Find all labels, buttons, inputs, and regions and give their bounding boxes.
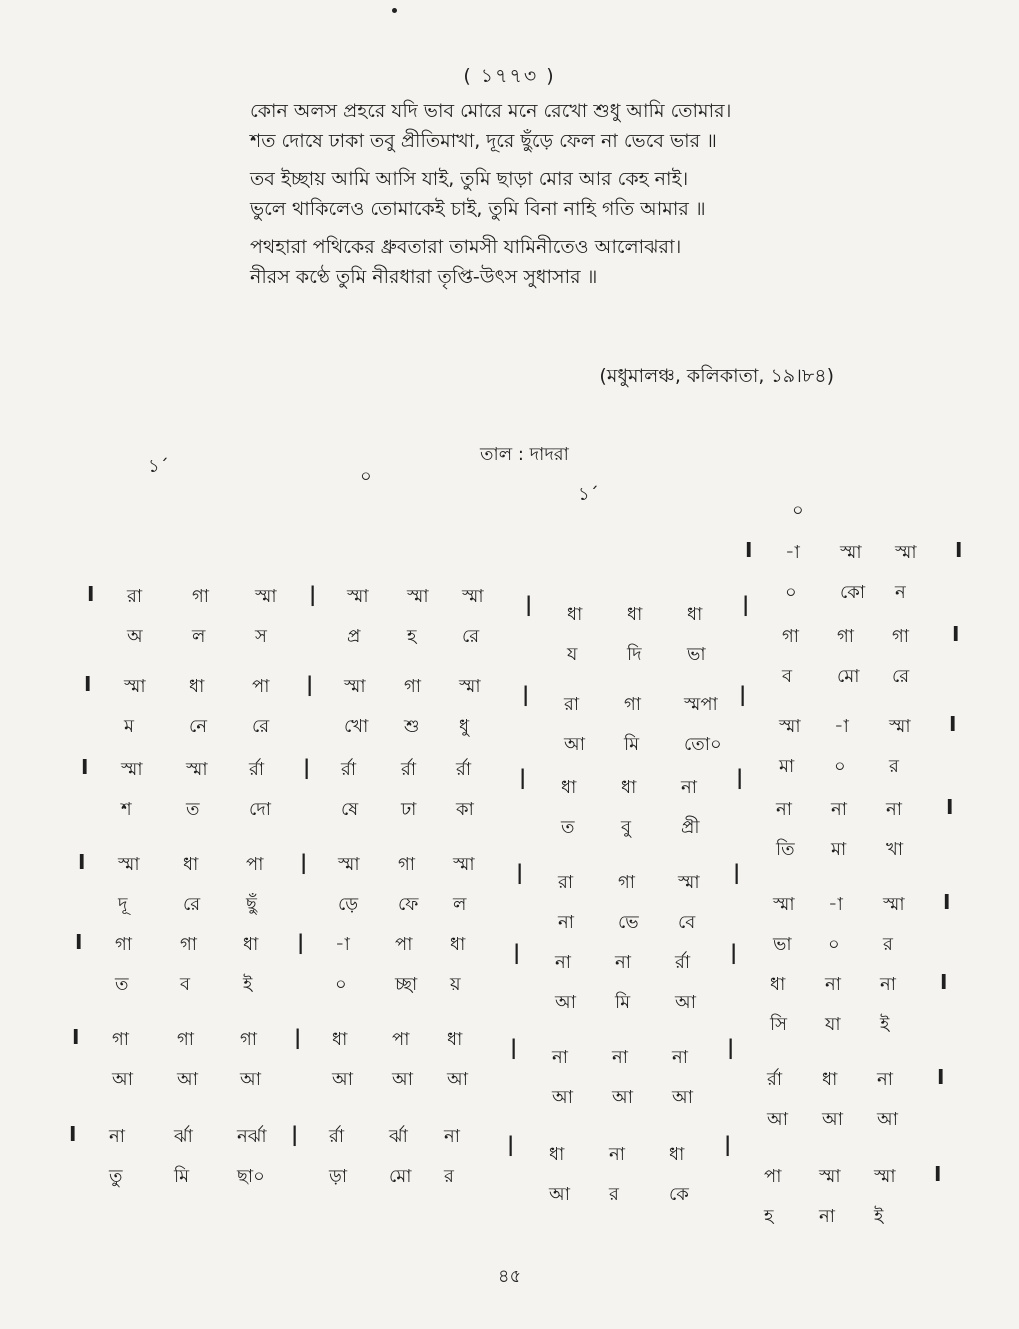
bar-line: | bbox=[739, 682, 747, 706]
swara-note: স্মা bbox=[118, 854, 140, 875]
swara-note: স্মা bbox=[462, 586, 484, 607]
bol-syllable: শ bbox=[121, 799, 132, 820]
swara-note: স্মা bbox=[773, 894, 795, 915]
bol-syllable: আ bbox=[564, 734, 585, 755]
poem-line: তব ইচ্ছায় আমি আসি যাই, তুমি ছাড়া মোর আর কেহ নাই। bbox=[250, 168, 689, 190]
bol-syllable: তি bbox=[776, 839, 795, 860]
bol-syllable: না bbox=[558, 912, 574, 933]
bol-syllable: প্রী bbox=[681, 817, 700, 838]
bol-syllable: নে bbox=[189, 716, 208, 737]
poem-line: কোন অলস প্রহরে যদি ভাব মোরে মনে রেখো শুধু আমি তোমার। bbox=[250, 100, 732, 122]
bol-syllable: কা bbox=[456, 799, 474, 820]
bol-syllable: মি bbox=[624, 734, 640, 755]
bol-syllable: হ bbox=[407, 626, 417, 647]
swara-note: স্মা bbox=[124, 676, 146, 697]
swara-note: ধা bbox=[669, 1144, 685, 1165]
swara-note: র্রা bbox=[249, 759, 265, 780]
bol-syllable: ব bbox=[782, 666, 793, 687]
swara-note: -া bbox=[335, 934, 350, 955]
swara-note: পা bbox=[392, 1029, 410, 1050]
swara-note: গা bbox=[404, 676, 422, 697]
bar-line: | bbox=[733, 860, 741, 884]
bol-syllable: র bbox=[883, 934, 893, 955]
swara-note: র্রা bbox=[675, 952, 691, 973]
bar-line: | bbox=[519, 765, 527, 789]
swara-note: না bbox=[109, 1126, 125, 1147]
bol-syllable: না bbox=[819, 1206, 835, 1227]
swara-note: গা bbox=[180, 934, 198, 955]
bol-syllable: মি bbox=[174, 1166, 190, 1187]
swara-note: ধা bbox=[822, 1069, 838, 1090]
bar-line: I bbox=[937, 1065, 945, 1089]
bol-syllable: ০ bbox=[335, 974, 347, 995]
swara-note: স্মা bbox=[344, 676, 366, 697]
sam-mark: ১´ bbox=[578, 484, 599, 505]
bol-syllable: মো bbox=[837, 666, 860, 687]
bar-line: | bbox=[730, 940, 738, 964]
swara-note: না bbox=[831, 799, 847, 820]
bar-line: | bbox=[736, 765, 744, 789]
bar-line: | bbox=[297, 930, 305, 954]
bol-syllable: মি bbox=[615, 992, 631, 1013]
swara-note: না bbox=[672, 1047, 688, 1068]
bar-line: | bbox=[522, 682, 530, 706]
bol-syllable: আ bbox=[877, 1109, 898, 1130]
bol-syllable: ড়া bbox=[329, 1166, 348, 1187]
bol-syllable: র bbox=[889, 756, 899, 777]
bol-syllable: আ bbox=[392, 1069, 413, 1090]
swara-note: না bbox=[825, 974, 841, 995]
bol-syllable: কো bbox=[840, 582, 866, 603]
bol-syllable: তু bbox=[109, 1166, 123, 1187]
swara-note: গা bbox=[177, 1029, 195, 1050]
bar-line: I bbox=[943, 890, 951, 914]
swara-note: স্মা bbox=[347, 586, 369, 607]
bol-syllable: ছা০ bbox=[237, 1166, 265, 1187]
bol-syllable: আ bbox=[447, 1069, 468, 1090]
swara-note: গা bbox=[892, 626, 910, 647]
swara-note: গা bbox=[192, 586, 210, 607]
bar-line: | bbox=[516, 860, 524, 884]
bar-line: I bbox=[84, 672, 92, 696]
bol-syllable: ই bbox=[880, 1014, 890, 1035]
swara-note: র্রা bbox=[341, 759, 357, 780]
swara-note: নর্ঝা bbox=[237, 1126, 267, 1147]
poem-line: পথহারা পথিকের ধ্রুবতারা তামসী যামিনীতেও আলোঝরা। bbox=[250, 236, 682, 258]
bol-syllable: দো bbox=[249, 799, 271, 820]
bol-syllable: আ bbox=[672, 1087, 693, 1108]
swara-note: ধা bbox=[561, 777, 577, 798]
bar-line: | bbox=[507, 1132, 515, 1156]
bar-line: | bbox=[727, 1035, 735, 1059]
bol-syllable: বে bbox=[678, 912, 696, 933]
bol-syllable: ভা bbox=[773, 934, 792, 955]
swara-note: না bbox=[615, 952, 631, 973]
swara-note: -া bbox=[785, 542, 800, 563]
bol-syllable: ভে bbox=[618, 912, 639, 933]
bol-syllable: ই bbox=[874, 1206, 884, 1227]
swara-note: না bbox=[612, 1047, 628, 1068]
bol-syllable: ল bbox=[453, 894, 467, 915]
swara-note: স্মা bbox=[874, 1166, 896, 1187]
bar-line: I bbox=[949, 712, 957, 736]
bol-syllable: শু bbox=[404, 716, 420, 737]
swara-note: স্মা bbox=[407, 586, 429, 607]
bol-syllable: আ bbox=[767, 1109, 788, 1130]
bol-syllable: যা bbox=[825, 1014, 841, 1035]
swara-note: র্রা bbox=[401, 759, 417, 780]
bol-syllable: আ bbox=[612, 1087, 633, 1108]
taal-heading: তাল : দাদরা bbox=[480, 444, 569, 465]
swara-note: ধা bbox=[549, 1144, 565, 1165]
bol-syllable: রে bbox=[462, 626, 480, 647]
bar-line: I bbox=[745, 538, 753, 562]
bar-line: I bbox=[955, 538, 963, 562]
bar-line: | bbox=[513, 940, 521, 964]
swara-note: না bbox=[681, 777, 697, 798]
bol-syllable: ঢা bbox=[401, 799, 417, 820]
swara-note: গা bbox=[240, 1029, 258, 1050]
page-number-bottom: ৪৫ bbox=[497, 1266, 522, 1287]
bol-syllable: ০ bbox=[785, 582, 797, 603]
bol-syllable: সি bbox=[770, 1014, 788, 1035]
swara-note: না bbox=[555, 952, 571, 973]
bol-syllable: বু bbox=[621, 817, 632, 838]
swara-note: র্ঝা bbox=[389, 1126, 408, 1147]
poem-line: ভুলে থাকিলেও তোমাকেই চাই, তুমি বিনা নাহি গতি আমার ॥ bbox=[250, 198, 706, 220]
bol-syllable: ত bbox=[561, 817, 575, 838]
bar-line: I bbox=[72, 1025, 80, 1049]
bol-syllable: আ bbox=[822, 1109, 843, 1130]
bar-line: | bbox=[742, 592, 750, 616]
source-citation: (মধুমালঞ্চ, কলিকাতা, ১৯।৮৪) bbox=[599, 365, 834, 387]
swara-note: -া bbox=[828, 894, 843, 915]
swara-note: না bbox=[444, 1126, 460, 1147]
bol-syllable: ই bbox=[243, 974, 253, 995]
bol-syllable: তো০ bbox=[684, 734, 722, 755]
swara-note: স্মা bbox=[678, 872, 700, 893]
swara-note: র্রা bbox=[767, 1069, 783, 1090]
bol-syllable: ষে bbox=[341, 799, 359, 820]
bol-syllable: খো bbox=[344, 716, 369, 737]
bar-line: I bbox=[69, 1122, 77, 1146]
bol-syllable: ভা bbox=[687, 644, 706, 665]
bol-syllable: আ bbox=[675, 992, 696, 1013]
poem-line: শত দোষে ঢাকা তবু প্রীতিমাখা, দূরে ছুঁড়ে ফেল না ভেবে ভার ॥ bbox=[250, 130, 717, 152]
bol-syllable: স bbox=[255, 626, 267, 647]
swara-note: স্মা bbox=[186, 759, 208, 780]
bol-syllable: আ bbox=[555, 992, 576, 1013]
bar-line: I bbox=[78, 850, 86, 874]
poem-line: নীরস কণ্ঠে তুমি নীরধারা তৃপ্তি-উৎস সুধাসার ॥ bbox=[250, 266, 598, 288]
bol-syllable: ধু bbox=[459, 716, 470, 737]
bol-syllable: রে bbox=[252, 716, 270, 737]
swara-note: পা bbox=[395, 934, 413, 955]
swara-note: স্মা bbox=[895, 542, 917, 563]
bol-syllable: দূ bbox=[118, 894, 128, 915]
swara-note: স্মপা bbox=[684, 694, 718, 715]
bar-line: | bbox=[303, 755, 311, 779]
swara-note: স্মা bbox=[840, 542, 862, 563]
swara-note: স্মা bbox=[779, 716, 801, 737]
swara-note: পা bbox=[252, 676, 270, 697]
bar-line: I bbox=[81, 755, 89, 779]
swara-note: রা bbox=[558, 872, 574, 893]
swara-note: স্মা bbox=[338, 854, 360, 875]
swara-note: না bbox=[877, 1069, 893, 1090]
bol-syllable: ত bbox=[115, 974, 129, 995]
poem-block bbox=[250, 96, 870, 292]
swara-note: গা bbox=[782, 626, 800, 647]
swara-note: স্মা bbox=[453, 854, 475, 875]
page-number-top: ( ১৭৭৩ ) bbox=[463, 65, 556, 87]
bol-syllable: হ bbox=[764, 1206, 774, 1227]
bol-syllable: ম bbox=[124, 716, 134, 737]
bar-line: I bbox=[75, 930, 83, 954]
swara-note: ধা bbox=[183, 854, 199, 875]
bar-line: | bbox=[300, 850, 308, 874]
bol-syllable: খা bbox=[886, 839, 904, 860]
bol-syllable: আ bbox=[552, 1087, 573, 1108]
swara-note: না bbox=[609, 1144, 625, 1165]
swara-note: রা bbox=[127, 586, 143, 607]
khali-mark: ০ bbox=[360, 466, 372, 487]
swara-note: স্মা bbox=[255, 586, 277, 607]
swara-note: গা bbox=[398, 854, 416, 875]
bar-line: | bbox=[525, 592, 533, 616]
bol-syllable: মো bbox=[389, 1166, 412, 1187]
swara-note: স্মা bbox=[889, 716, 911, 737]
bar-line: I bbox=[87, 582, 95, 606]
bol-syllable: রে bbox=[892, 666, 910, 687]
swara-note: রা bbox=[564, 694, 580, 715]
swara-note: ধা bbox=[770, 974, 786, 995]
swara-note: পা bbox=[764, 1166, 782, 1187]
bol-syllable: আ bbox=[332, 1069, 353, 1090]
swara-note: ধা bbox=[332, 1029, 348, 1050]
swara-note: স্মা bbox=[121, 759, 143, 780]
bol-syllable: ন bbox=[895, 582, 906, 603]
bol-syllable: ত bbox=[186, 799, 200, 820]
swara-note: ধা bbox=[450, 934, 466, 955]
swara-note: ধা bbox=[627, 604, 643, 625]
swara-note: র্ঝা bbox=[174, 1126, 193, 1147]
swara-note: গা bbox=[112, 1029, 130, 1050]
bol-syllable: আ bbox=[177, 1069, 198, 1090]
swara-note: গা bbox=[115, 934, 133, 955]
swara-note: ধা bbox=[567, 604, 583, 625]
bol-syllable: ০ bbox=[828, 934, 840, 955]
bol-syllable: ছুঁ bbox=[246, 894, 257, 915]
ink-dot bbox=[392, 8, 397, 13]
swara-note: না bbox=[886, 799, 902, 820]
bar-line: | bbox=[294, 1025, 302, 1049]
bol-syllable: মা bbox=[831, 839, 847, 860]
bol-syllable: আ bbox=[112, 1069, 133, 1090]
bar-line: | bbox=[306, 672, 314, 696]
swara-note: ধা bbox=[447, 1029, 463, 1050]
bol-syllable: প্র bbox=[347, 626, 361, 647]
bol-syllable: ফে bbox=[398, 894, 419, 915]
bol-syllable: মা bbox=[779, 756, 795, 777]
bol-syllable: ০ bbox=[834, 756, 846, 777]
khali-mark: ০ bbox=[792, 500, 804, 521]
bol-syllable: ড়ে bbox=[338, 894, 359, 915]
bar-line: | bbox=[291, 1122, 299, 1146]
swara-note: স্মা bbox=[883, 894, 905, 915]
swara-note: র্রা bbox=[329, 1126, 345, 1147]
bol-syllable: য় bbox=[450, 974, 461, 995]
bol-syllable: আ bbox=[240, 1069, 261, 1090]
bol-syllable: ল bbox=[192, 626, 206, 647]
bar-line: | bbox=[724, 1132, 732, 1156]
swara-note: ধা bbox=[189, 676, 205, 697]
bar-line: I bbox=[952, 622, 960, 646]
bar-line: | bbox=[510, 1035, 518, 1059]
swara-note: র্রা bbox=[456, 759, 472, 780]
swara-note: না bbox=[776, 799, 792, 820]
bol-syllable: র bbox=[444, 1166, 454, 1187]
swara-note: ধা bbox=[621, 777, 637, 798]
bar-line: | bbox=[309, 582, 317, 606]
bol-syllable: অ bbox=[127, 626, 143, 647]
bol-syllable: কে bbox=[669, 1184, 689, 1205]
swara-note: ধা bbox=[243, 934, 259, 955]
swara-note: না bbox=[880, 974, 896, 995]
bol-syllable: য bbox=[567, 644, 578, 665]
bol-syllable: আ bbox=[549, 1184, 570, 1205]
swara-note: পা bbox=[246, 854, 264, 875]
swara-note: গা bbox=[837, 626, 855, 647]
swara-note: স্মা bbox=[459, 676, 481, 697]
bar-line: I bbox=[934, 1162, 942, 1186]
swara-note: স্মা bbox=[819, 1166, 841, 1187]
swara-note: ধা bbox=[687, 604, 703, 625]
swara-note: না bbox=[552, 1047, 568, 1068]
bol-syllable: ব bbox=[180, 974, 191, 995]
bar-line: I bbox=[946, 795, 954, 819]
swara-note: -া bbox=[834, 716, 849, 737]
bar-line: I bbox=[940, 970, 948, 994]
sam-mark: ১´ bbox=[148, 456, 169, 477]
bol-syllable: রে bbox=[183, 894, 201, 915]
bol-syllable: র bbox=[609, 1184, 619, 1205]
bol-syllable: দি bbox=[627, 644, 642, 665]
swara-note: গা bbox=[618, 872, 636, 893]
swara-note: গা bbox=[624, 694, 642, 715]
bol-syllable: চ্ছা bbox=[395, 974, 418, 995]
